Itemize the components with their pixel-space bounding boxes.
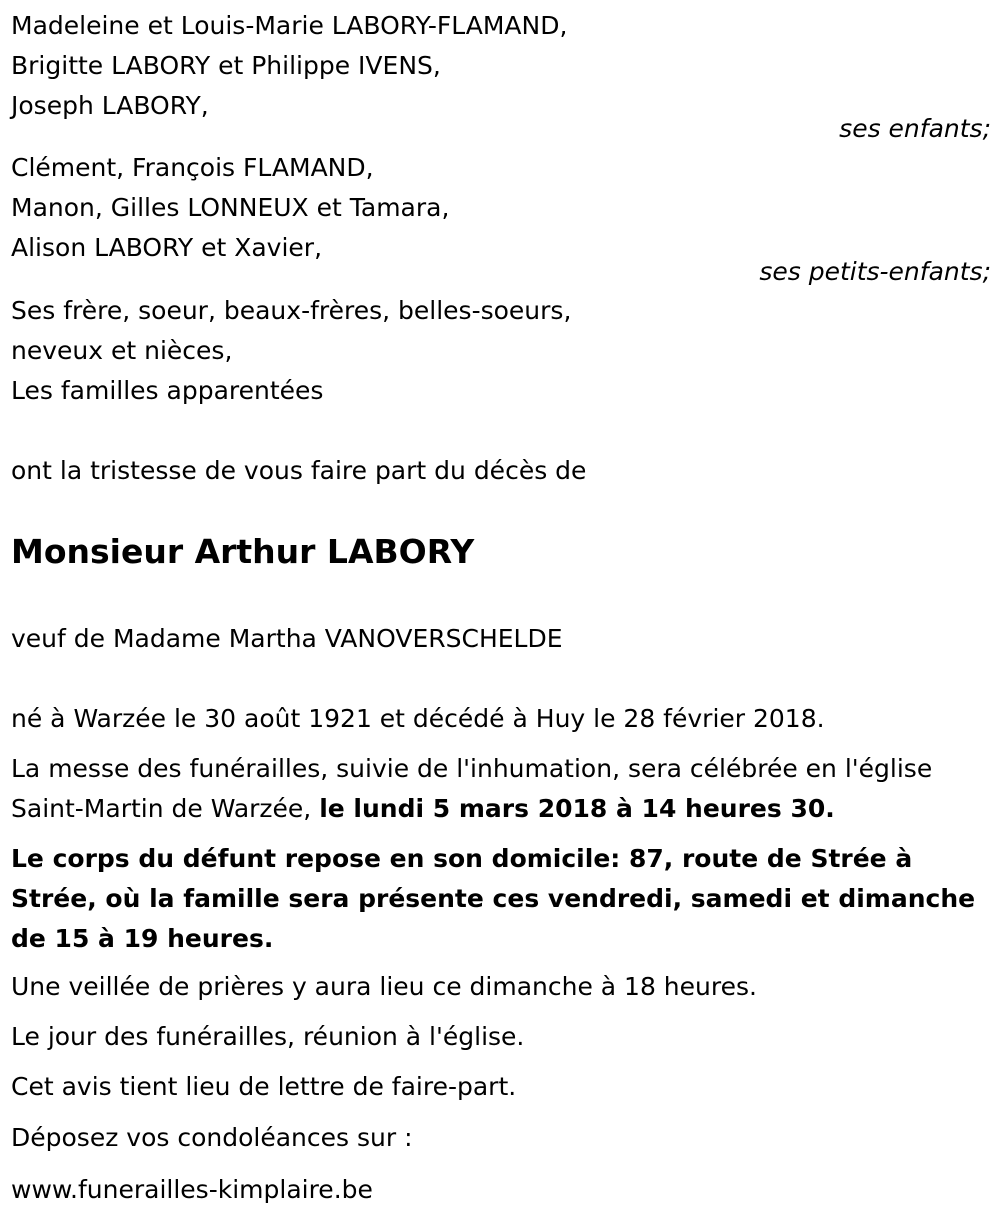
mass-date: le lundi 5 mars 2018 à 14 heures 30.: [319, 794, 835, 823]
vigil: Une veillée de prières y aura lieu ce dimanche à 18 heures.: [11, 972, 757, 1001]
grandchildren-role: ses petits-enfants;: [759, 257, 991, 286]
relatives-line-3: Les familles apparentées: [11, 376, 324, 405]
announcement: ont la tristesse de vous faire part du décès de: [11, 456, 587, 485]
mass-text: La messe des funérailles, suivie de l'inhumation, sera célébrée en l'église Saint-Martin de Warzée,: [11, 754, 933, 823]
mass-paragraph: [11, 749, 996, 829]
children-role: ses enfants;: [839, 114, 991, 143]
notice: Cet avis tient lieu de lettre de faire-part.: [11, 1072, 517, 1101]
grandchild-line-1: Clément, François FLAMAND,: [11, 153, 374, 182]
grandchild-line-2: Manon, Gilles LONNEUX et Tamara,: [11, 193, 450, 222]
child-line-2: Brigitte LABORY et Philippe IVENS,: [11, 51, 441, 80]
condolences-label: Déposez vos condoléances sur :: [11, 1123, 413, 1152]
website-link[interactable]: www.funerailles-kimplaire.be: [11, 1175, 373, 1204]
child-line-3: Joseph LABORY,: [11, 91, 209, 120]
deceased-name: Monsieur Arthur LABORY: [11, 532, 475, 571]
birth-death: né à Warzée le 30 août 1921 et décédé à Huy le 28 février 2018.: [11, 704, 825, 733]
repose-paragraph: Le corps du défunt repose en son domicile: 87, route de Strée à Strée, où la famille sera présente ces vendredi, samedi et dimanche de 15 à 19 heures.: [11, 844, 976, 953]
relatives-line-2: neveux et nièces,: [11, 336, 233, 365]
widower-of: veuf de Madame Martha VANOVERSCHELDE: [11, 624, 563, 653]
grandchild-line-3: Alison LABORY et Xavier,: [11, 233, 323, 262]
meeting: Le jour des funérailles, réunion à l'église.: [11, 1022, 525, 1051]
relatives-line-1: Ses frère, soeur, beaux-frères, belles-soeurs,: [11, 296, 572, 325]
child-line-1: Madeleine et Louis-Marie LABORY-FLAMAND,: [11, 11, 568, 40]
